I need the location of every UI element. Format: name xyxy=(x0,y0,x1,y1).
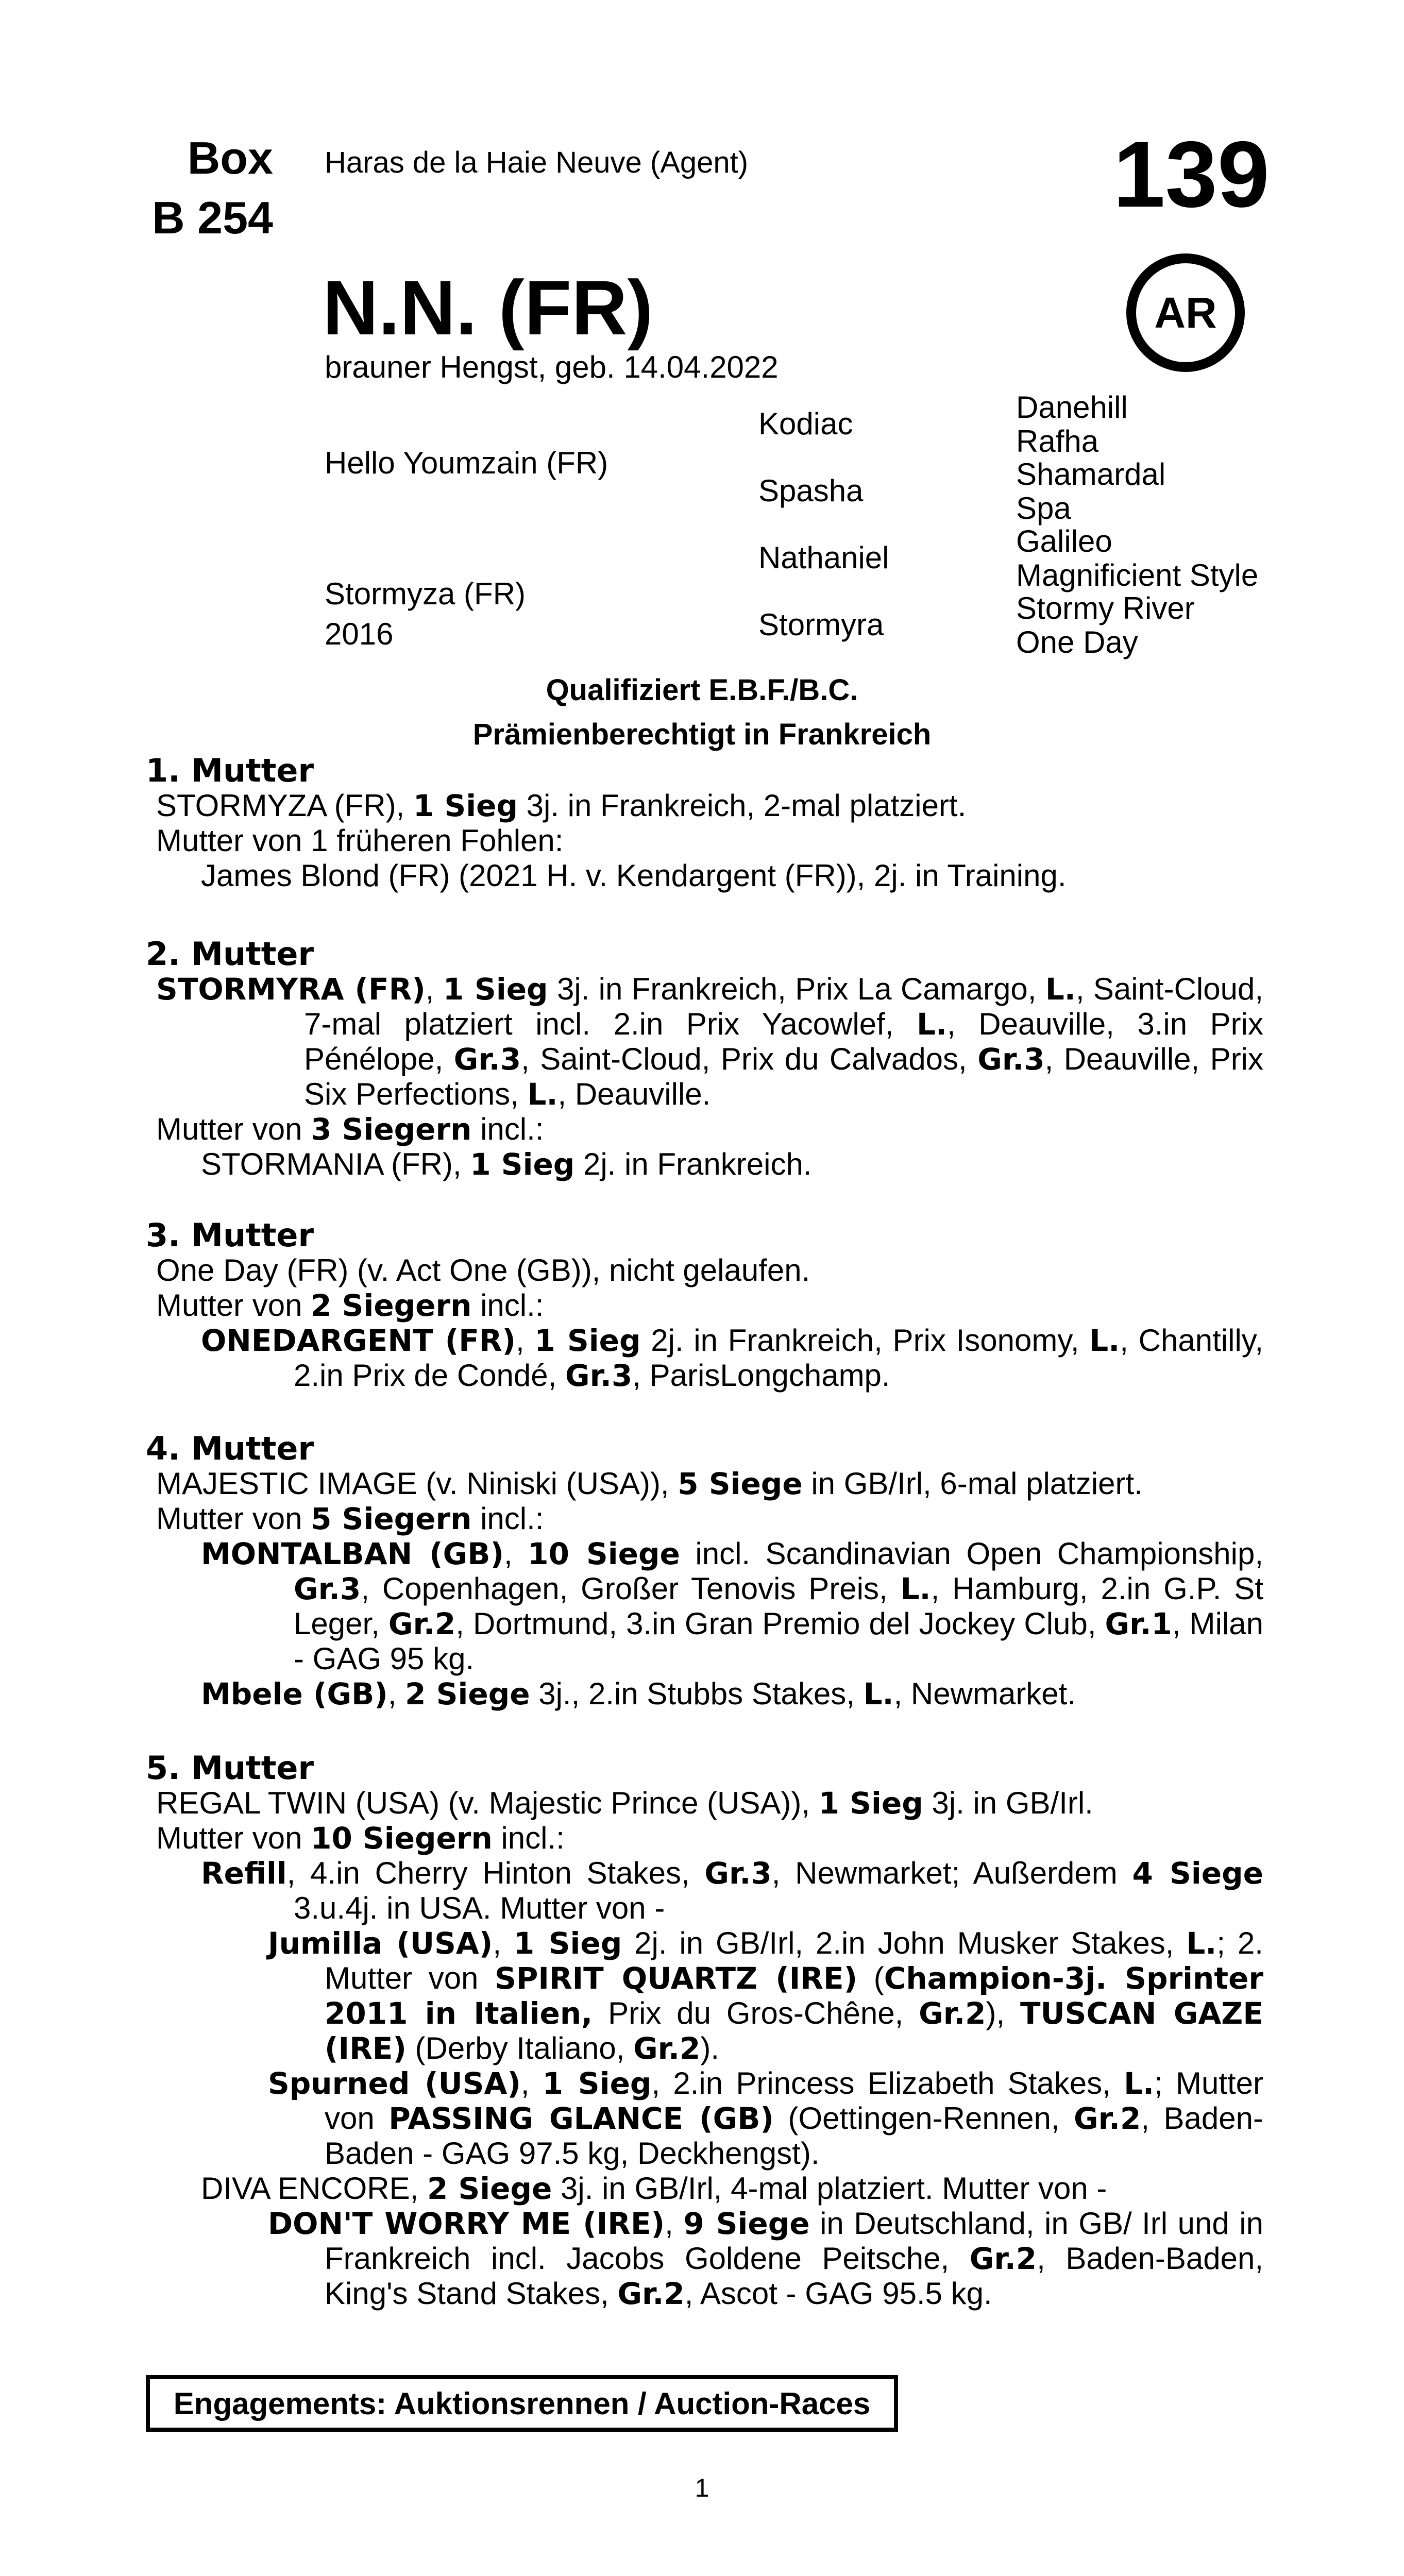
pedigree-entry: Refill, 4.in Cherry Hinton Stakes, Gr.3, Newmarket; Außerdem 4 Siege 3.u.4j. in USA. Mutter von - xyxy=(201,1856,1263,1925)
pedigree-entry: Jumilla (USA), 1 Sieg 2j. in GB/Irl, 2.in John Musker Stakes, L.; 2. Mutter von SPIRIT QUARTZ (IRE) (Champion-3j. Sprinter 2011 in Italien, Prix du Gros-Chêne, Gr.2), TUSCAN GAZE (IRE) (Derby Italiano, Gr.2). xyxy=(268,1926,1264,2066)
pedigree-dam: Stormyza (FR) xyxy=(325,577,526,611)
horse-description: brauner Hengst, geb. 14.04.2022 xyxy=(325,350,779,384)
lot-number: 139 xyxy=(1113,122,1270,227)
horse-name: N.N. (FR) xyxy=(323,264,653,351)
section-heading: 1. Mutter xyxy=(146,752,314,789)
ar-badge-label: AR xyxy=(1154,288,1217,337)
box-label: Box xyxy=(187,132,273,183)
page-number: 1 xyxy=(695,2473,709,2502)
section-heading: 2. Mutter xyxy=(146,935,314,973)
pedigree-entry: REGAL TWIN (USA) (v. Majestic Prince (USA)), 1 Sieg 3j. in GB/Irl. xyxy=(156,1786,1093,1821)
pedigree-ggp-2: Rafha xyxy=(1016,424,1099,459)
section-heading: 3. Mutter xyxy=(146,1216,314,1254)
pedigree-entry: James Blond (FR) (2021 H. v. Kendargent (FR)), 2j. in Training. xyxy=(201,858,1067,893)
pedigree-entry: Mutter von 3 Siegern incl.: xyxy=(156,1112,544,1147)
pedigree-entry: Spurned (USA), 1 Sieg, 2.in Princess Elizabeth Stakes, L.; Mutter von PASSING GLANCE (GB) (Oettingen-Rennen, Gr.2, Baden-Baden - GAG 97.5 kg, Deckhengst). xyxy=(268,2066,1264,2171)
qualification-praemien: Prämienberechtigt in Frankreich xyxy=(472,718,932,751)
pedigree-sire: Hello Youmzain (FR) xyxy=(325,446,608,480)
pedigree-ggp-4: Spa xyxy=(1016,491,1071,526)
pedigree-entry: Mutter von 2 Siegern incl.: xyxy=(156,1288,544,1323)
pedigree-entry: Mutter von 10 Siegern incl.: xyxy=(156,1821,565,1856)
pedigree-ggp-8: One Day xyxy=(1016,625,1138,659)
pedigree-sire-dam: Spasha xyxy=(758,473,864,508)
pedigree-dam-sire: Nathaniel xyxy=(758,540,889,575)
pedigree-ggp-7: Stormy River xyxy=(1016,591,1195,625)
pedigree-ggp-6: Magnificient Style xyxy=(1016,558,1259,592)
pedigree-ggp-3: Shamardal xyxy=(1016,457,1166,492)
box-number: B 254 xyxy=(152,192,273,243)
pedigree-entry: STORMYZA (FR), 1 Sieg 3j. in Frankreich, 2-mal platziert. xyxy=(156,788,967,823)
pedigree-dam-year: 2016 xyxy=(325,617,394,651)
engagements-label: Engagements: Auktionsrennen / Auction-Races xyxy=(173,2386,871,2421)
pedigree-entry: DIVA ENCORE, 2 Siege 3j. in GB/Irl, 4-mal platziert. Mutter von - xyxy=(201,2171,1107,2206)
pedigree-entry: STORMANIA (FR), 1 Sieg 2j. in Frankreich. xyxy=(201,1147,812,1182)
consignor: Haras de la Haie Neuve (Agent) xyxy=(325,146,749,179)
pedigree-entry: DON'T WORRY ME (IRE), 9 Siege in Deutschland, in GB/ Irl und in Frankreich incl. Jacobs Goldene Peitsche, Gr.2, Baden-Baden, King's Stand Stakes, Gr.2, Ascot - GAG 95.5 kg. xyxy=(268,2206,1264,2311)
pedigree-entry: One Day (FR) (v. Act One (GB)), nicht gelaufen. xyxy=(156,1253,810,1287)
pedigree-entry: Mbele (GB), 2 Siege 3j., 2.in Stubbs Stakes, L., Newmarket. xyxy=(201,1676,1076,1711)
section-heading: 4. Mutter xyxy=(146,1430,314,1467)
pedigree-sire-sire: Kodiac xyxy=(758,406,853,441)
pedigree-ggp-5: Galileo xyxy=(1016,524,1112,558)
engagements-box xyxy=(146,2375,898,2432)
ar-badge xyxy=(1126,253,1245,372)
pedigree-entry: MAJESTIC IMAGE (v. Niniski (USA)), 5 Siege in GB/Irl, 6-mal platziert. xyxy=(156,1466,1143,1501)
pedigree-entry: Mutter von 5 Siegern incl.: xyxy=(156,1501,544,1536)
pedigree-ggp-1: Danehill xyxy=(1016,390,1128,425)
pedigree-dam-dam: Stormyra xyxy=(758,607,884,642)
section-heading: 5. Mutter xyxy=(146,1749,314,1787)
pedigree-entry: STORMYRA (FR), 1 Sieg 3j. in Frankreich, Prix La Camargo, L., Saint-Cloud, 7-mal platziert incl. 2.in Prix Yacowlef, L., Deauville, 3.in Prix Pénélope, Gr.3, Saint-Cloud, Prix du Calvados, Gr.3, Deauville, Prix Six Perfections, L., Deauville. xyxy=(156,972,1264,1112)
pedigree-entry: MONTALBAN (GB), 10 Siege incl. Scandinavian Open Championship, Gr.3, Copenhagen, Großer Tenovis Preis, L., Hamburg, 2.in G.P. St Leger, Gr.2, Dortmund, 3.in Gran Premio del Jockey Club, Gr.1, Milan - GAG 95 kg. xyxy=(201,1536,1263,1676)
pedigree-entry: Mutter von 1 früheren Fohlen: xyxy=(156,823,564,858)
qualification-ebf: Qualifiziert E.B.F./B.C. xyxy=(546,673,858,707)
pedigree-entry: ONEDARGENT (FR), 1 Sieg 2j. in Frankreich, Prix Isonomy, L., Chantilly, 2.in Prix de Condé, Gr.3, ParisLongchamp. xyxy=(201,1323,1263,1393)
